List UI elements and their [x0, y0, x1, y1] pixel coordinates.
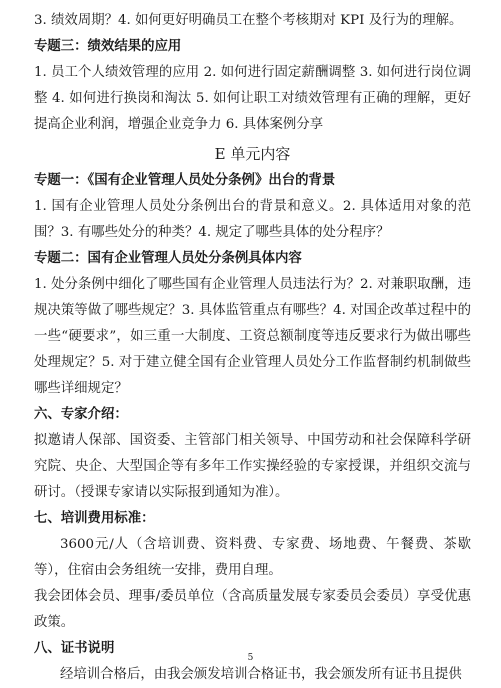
section-heading: 专题三：绩效结果的应用: [34, 39, 182, 54]
paragraph: 1. 国有企业管理人员处分条例出台的背景和意义。2. 具体适用对象的范围？3. 有哪些处分的种类？4. 规定了哪些具体的处分程序？: [34, 199, 471, 240]
document-page: [34, 8, 471, 688]
page-number: 5: [247, 653, 254, 663]
section-heading: 七、培训费用标准：: [34, 511, 155, 526]
paragraph: 拟邀请人保部、国资委、主管部门相关领导、中国劳动和社会保障科学研究院、央企、大型国企等有多年工作实操经验的专家授课，并组织交流与研讨。（授课专家请以实际报到通知为准）。: [34, 433, 471, 500]
paragraph: 我会团体会员、理事/委员单位（含高质量发展专家委员会委员）享受优惠政策。: [34, 589, 471, 630]
paragraph: 经培训合格后，由我会颁发培训合格证书，我会颁发所有证书且提供: [60, 667, 462, 682]
section-heading: 六、专家介绍：: [34, 407, 128, 422]
paragraph: 3600元/人（含培训费、资料费、专家费、场地费、午餐费、茶歇等），住宿由会务组统一安排，费用自理。: [34, 537, 471, 578]
unit-title: E 单元内容: [214, 145, 291, 163]
paragraph: 1. 员工个人绩效管理的应用 2. 如何进行固定薪酬调整 3. 如何进行岗位调整 4. 如何进行换岗和淘汰 5. 如何让职工对绩效管理有正确的理解，更好提高企业利润，增强企业竞争力 6. 具体案例分享: [34, 65, 471, 132]
paragraph: 3. 绩效周期？4. 如何更好明确员工在整个考核期对 KPI 及行为的理解。: [34, 13, 463, 28]
section-heading: 专题一：《国有企业管理人员处分条例》出台的背景: [34, 173, 336, 188]
paragraph: 1. 处分条例中细化了哪些国有企业管理人员违法行为？2. 对兼职取酬，违规决策等做了哪些规定？3. 具体监管重点有哪些？4. 对国企改革过程中的一些“硬要求”，如三重一大制度、工资总额制度等违反要求行为做出哪些处理规定？5. 对于建立健全国有企业管理人员处分工作监督制约机制做些哪些详细规定？: [34, 277, 471, 396]
section-heading: 专题二：国有企业管理人员处分条例具体内容: [34, 251, 302, 266]
section-heading: 八、证书说明: [34, 641, 115, 656]
